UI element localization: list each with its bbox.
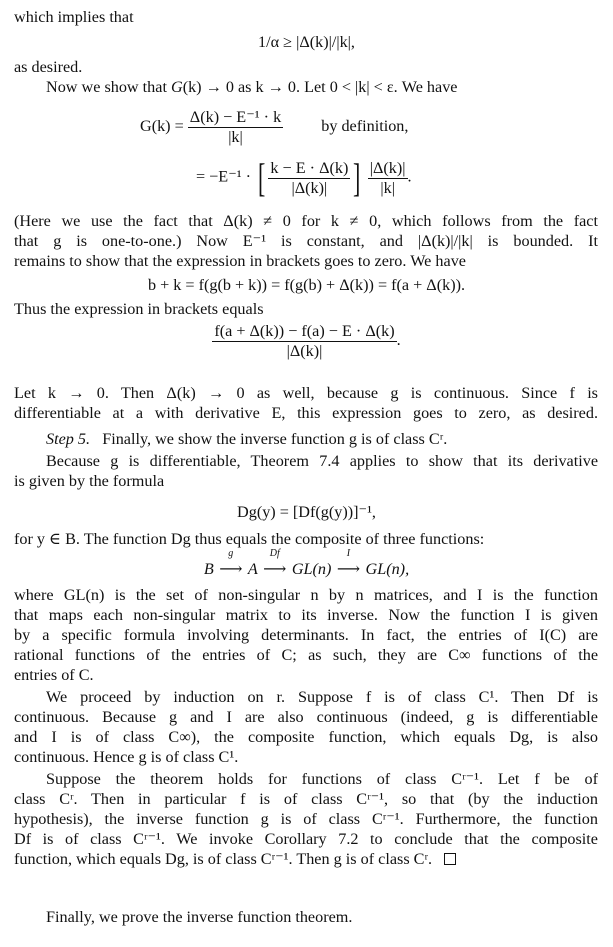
eq-lhs: G(k) =: [140, 117, 184, 136]
text-line: class Cʳ. Then in particular f is of class Cʳ⁻¹, so that (by the induction: [14, 790, 598, 808]
equation-bracket-expression: $\frac{f(a + \Delta(k)) - f(a) - E \cdot \Delta(k)}{|\Delta(k)|}$ .: [214, 322, 401, 360]
eq-prefix: = −E⁻¹ ·: [196, 167, 252, 186]
right-bracket: ]: [353, 155, 361, 200]
text-line: by a specific formula involving determinants. In fact, the entries of I(C) are: [14, 626, 598, 644]
arrow-g: [218, 548, 244, 580]
equation-G-rewrite: = −E⁻¹ · [ $\frac{k - E \cdot \Delta(k)}{|\Delta(k)|}$ ] $\frac{|\Delta(k)|}{|k|}$ .: [196, 155, 412, 200]
numerator: f(a + Δ(k)) − f(a) − E · Δ(k): [214, 322, 395, 340]
step-label: Step 5.: [46, 430, 91, 448]
set-GLn: GL(n): [291, 560, 332, 578]
arrow-Df: [262, 548, 288, 580]
equation-composite-diagram: [0, 548, 613, 580]
text-line: continuous. Hence g is of class C¹.: [14, 748, 239, 766]
equation-inequality: 1/α ≥ |Δ(k)|/|k|,: [258, 33, 355, 51]
denominator: |Δ(k)|: [291, 178, 328, 197]
text-line: where GL(n) is the set of non-singular n by n matrices, and I is the function: [14, 586, 598, 604]
text-line: Let k → 0. Then Δ(k) → 0 as well, because g is continuous. Since f is: [14, 384, 598, 402]
step-text: Finally, we show the inverse function g is of class Cʳ.: [102, 430, 448, 448]
text-line-with-qed: [14, 850, 598, 870]
numerator: Δ(k) − E⁻¹ · k: [189, 108, 282, 126]
arrow-icon: ⟶: [336, 560, 361, 578]
eq-note: by definition,: [321, 117, 409, 136]
arrow-label: I: [346, 548, 351, 559]
arrow-icon: ⟶: [219, 560, 243, 578]
text: (k) → 0 as k → 0. Let 0 < |k| < ε. We have: [182, 78, 458, 96]
text-line: hypothesis), the inverse function g is of class Cʳ⁻¹. Furthermore, the function: [14, 810, 598, 828]
text-line: Df is of class Cʳ⁻¹. We invoke Corollary 7.2 to conclude that the composite: [14, 830, 598, 848]
paragraph-g-limit: [46, 78, 598, 98]
arrow-label: Df: [269, 548, 280, 559]
left-bracket: [: [258, 155, 266, 200]
text-line: Suppose the theorem holds for functions of class Cʳ⁻¹. Let f be of: [46, 770, 598, 788]
text-line: and I is of class C∞), the composite function, which equals Dg, is also: [14, 728, 598, 746]
step-5-heading: [46, 430, 598, 450]
denominator: |k|: [228, 128, 243, 146]
set-GLn: GL(n),: [365, 560, 410, 578]
equation-b-plus-k: b + k = f(g(b + k)) = f(g(b) + Δ(k)) = f(a + Δ(k)).: [147, 276, 466, 294]
equation-Dg: Dg(y) = [Df(g(y))]⁻¹,: [237, 503, 376, 521]
text-line: for y ∈ B. The function Dg thus equals the composite of three functions:: [14, 530, 485, 548]
text-line: entries of C.: [14, 666, 94, 684]
text-line: remains to show that the expression in brackets goes to zero. We have: [14, 252, 466, 270]
fraction: [212, 322, 396, 361]
text-line: differentiable at a with derivative E, this expression goes to zero, as desired.: [14, 404, 598, 422]
text: function, which equals Dg, is of class Cʳ⁻¹. Then g is of class Cʳ.: [14, 850, 433, 868]
text-line: continuous. Because g and I are also continuous (indeed, g is differentiable: [14, 708, 598, 726]
fraction: [268, 159, 350, 198]
math-g: G: [171, 78, 183, 96]
text-line: We proceed by induction on r. Suppose f is of class C¹. Then Df is: [46, 688, 598, 706]
text-line: which implies that: [14, 8, 134, 26]
text-line: that g is one-to-one.) Now E⁻¹ is constant, and |Δ(k)|/|k| is bounded. It: [14, 232, 598, 250]
set-B: B: [203, 560, 214, 578]
text-line: rational functions of the entries of C; as such, they are C∞ functions of the: [14, 646, 598, 664]
text-line: Finally, we prove the inverse function theorem.: [46, 908, 353, 926]
arrow-label: g: [228, 548, 234, 559]
denominator: |Δ(k)|: [286, 342, 323, 360]
qed-box-icon: [444, 853, 456, 865]
text-line: as desired.: [14, 58, 83, 76]
numerator: |Δ(k)|: [369, 158, 406, 177]
arrow-I: [335, 548, 361, 580]
text-line: is given by the formula: [14, 472, 165, 490]
numerator: k − E · Δ(k): [270, 158, 349, 177]
text-line: Because g is differentiable, Theorem 7.4 applies to show that its derivative: [46, 452, 598, 470]
equation-G-definition: [140, 108, 540, 147]
text-line: that maps each non-singular matrix to its inverse. Now the function I is given: [14, 606, 598, 624]
text: Now we show that: [46, 78, 171, 96]
fraction: [368, 159, 408, 198]
set-A: A: [247, 560, 258, 578]
arrow-icon: ⟶: [263, 560, 287, 578]
denominator: |k|: [380, 178, 395, 197]
fraction: [188, 108, 283, 147]
text-line: Thus the expression in brackets equals: [14, 300, 264, 318]
text-line: (Here we use the fact that Δ(k) ≠ 0 for k ≠ 0, which follows from the fact: [14, 212, 598, 230]
